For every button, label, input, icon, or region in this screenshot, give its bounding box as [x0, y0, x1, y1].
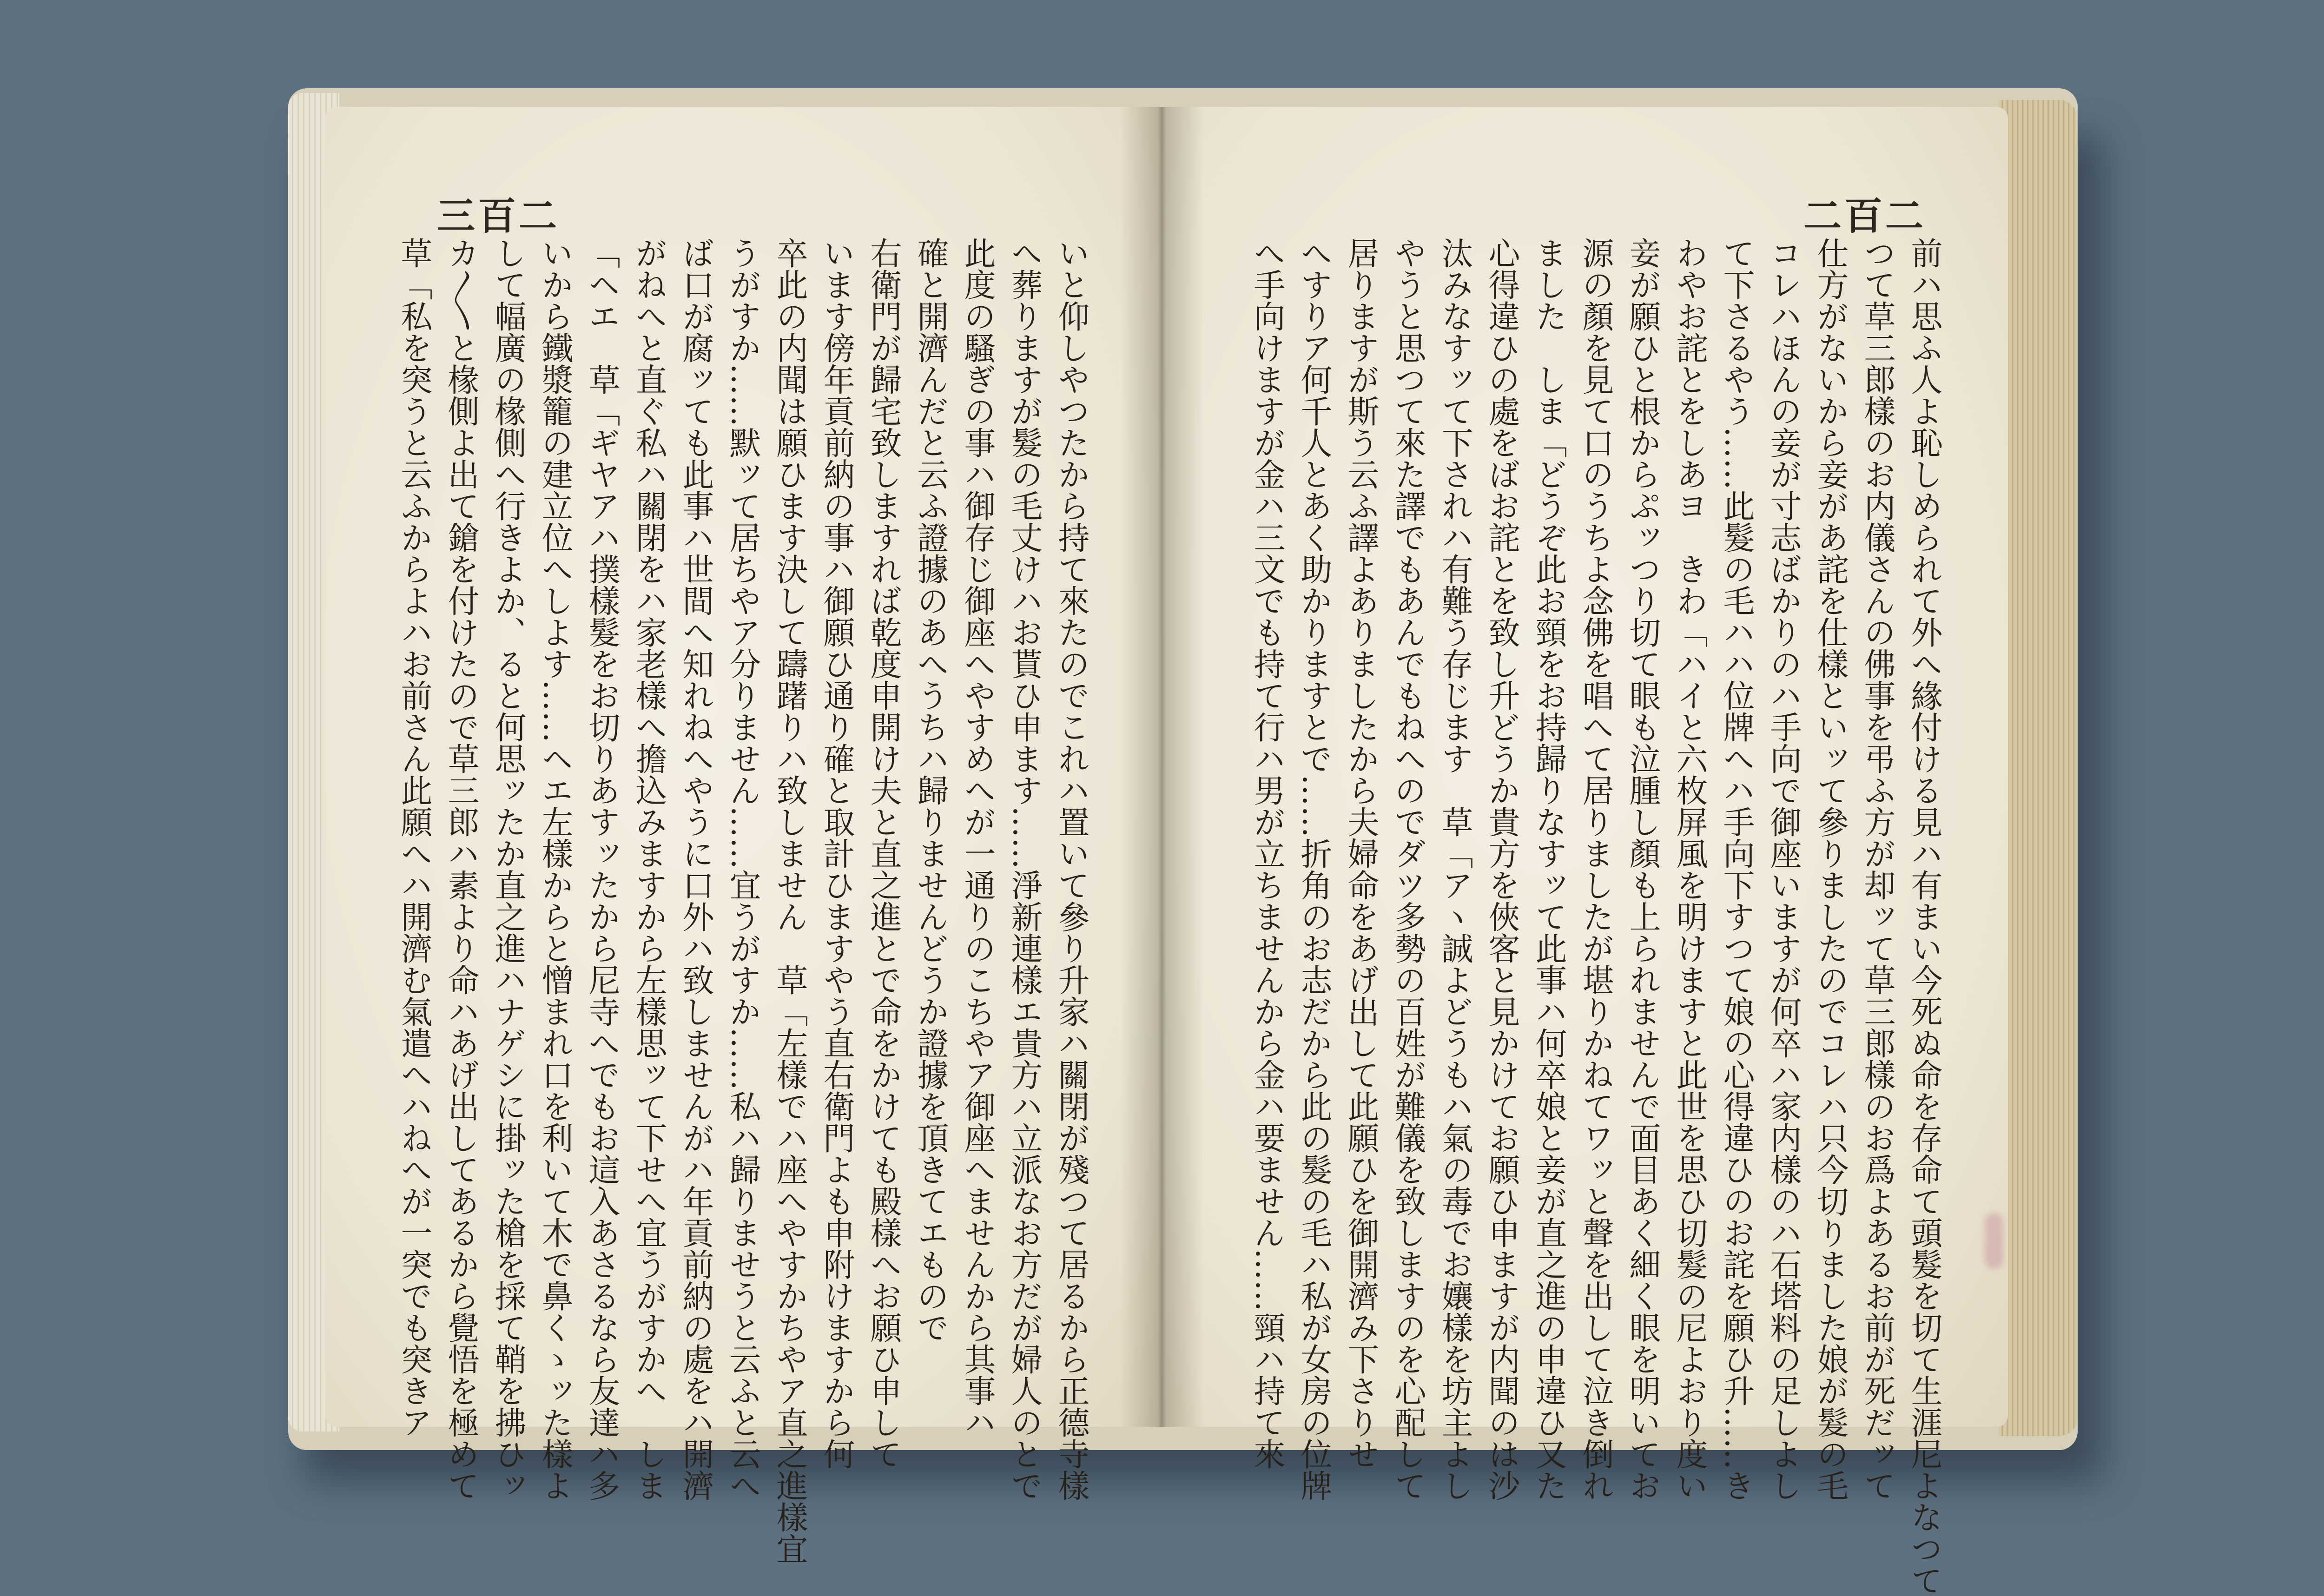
left-page-text: [396, 237, 1095, 1564]
text-line: いと仰しやつたから持て來たのでこれハ置いて參り升家ハ關閉が殘つて居るから正德寺樣: [1053, 237, 1089, 1501]
right-page-edges: [1999, 100, 2078, 1436]
text-line: 草「私を突うと云ふからよハお前さん此願へハ開濟む氣遣へハねへが一突でも突きア: [396, 237, 432, 1438]
text-line: へ手向けますが金ハ三文でも持て行ハ男が立ちませんから金ハ要ません……頸ハ持て來: [1248, 237, 1285, 1470]
text-line: て下さるやう……此髮の毛ハハ位牌へハ手向下すつて娘の心得違ひのお詫を願ひ升……き: [1718, 237, 1755, 1501]
left-page-number: 三百二: [437, 194, 560, 238]
text-line: カ〳〵と椽側よ出て鎗を付けたので草三郎ハ素より命ハあげ出してあるから覺悟を極めて: [442, 237, 479, 1501]
text-line: 妾が願ひと根からぷッつり切て眼も泣腫し顏も上られませんで面目あく細く眼を明いてお: [1624, 237, 1661, 1501]
right-page-text: [1192, 237, 1948, 1596]
text-line: ました しま「どうぞ此お頸をお持歸りなすッて此事ハ何卒娘と妾が直之進の申違ひ又た: [1530, 237, 1567, 1501]
text-line: 心得違ひの處をばお詫とを致し升どうか貴方を俠客と見かけてお願ひ申ますが内聞のは沙: [1483, 237, 1520, 1501]
text-line: コレハほんの妾が寸志ばかりのハ手向で御座いますが何卒ハ家内樣のハ石塔料の足しよし: [1765, 237, 1802, 1501]
text-line: して幅廣の椽側へ行きよか、ると何思ッたか直之進ハナゲシに掛ッた槍を採て鞘を拂ひッ: [489, 237, 526, 1501]
text-line: がねへと直ぐ私ハ關閉をハ家老樣へ擔込みますから左樣思ッて下せへ宜うがすかへ しま: [630, 237, 667, 1501]
text-line: へ葬りますが髮の毛丈けハお貰ひ申ます……淨新連樣エ貴方ハ立派なお方だが婦人のとで: [1006, 237, 1043, 1501]
text-line: 「ヘエ 草「ギヤアハ撲樣髮をお切りあすッたから尼寺へでもお這入あさるなら友達ハ多: [583, 237, 620, 1501]
text-line: 右衛門が歸宅致しますれば乾度申開け夫と直之進とで命をかけても殿樣へお願ひ申して: [865, 237, 902, 1470]
page-stain: [1985, 1213, 2003, 1269]
right-page-number: 二百二: [1803, 194, 1927, 238]
text-line: 前ハ思ふ人よ恥しめられて外へ緣付ける見ハ有まい今死ぬ命を存命て頭髮を切て生涯尼よなつて: [1906, 237, 1942, 1596]
text-line: うがすか……默ッて居ちやア分りません……宜うがすか……私ハ歸りませうと云ふと云へ: [724, 237, 761, 1501]
text-line: わやお詫とをしあヨ きわ「ハイと六枚屏風を明けますと此世を思ひ切髮の尼よおり度い: [1671, 237, 1708, 1501]
text-line: いから鐵漿籠の建立位へしよす……ヘエ左樣からと憎まれ口を利いて木で鼻くゝッた樣よ: [536, 237, 573, 1501]
text-line: 卒此の内聞は願ひます決して躊躇りハ致しません 草「左樣でハ座へやすかちやア直之進樣宜: [771, 237, 808, 1564]
text-line: 此度の騷ぎの事ハ御存じ御座へやすめへが一通りのこちやア御座へませんから其事ハ: [959, 237, 996, 1438]
text-line: 確と開濟んだと云ふ證據のあへうちハ歸りませんどうか證據を頂きてエもので: [912, 237, 949, 1343]
text-line: 汰みなすッて下されハ有難う存じます 草「アヽ誠よどうもハ氣の毒でお孃樣を坊主よし: [1436, 237, 1473, 1501]
text-line: います傍年貢前納の事ハ御願ひ通り確と取計ひますやう直右衛門よも申附けますから何: [818, 237, 855, 1470]
text-line: つて草三郎樣のお内儀さんの佛事を弔ふ方が却ッて草三郎樣のお爲よあるお前が死だッて: [1859, 237, 1895, 1501]
text-line: やうと思つて來た譯でもあんでもねへのでダツ多勢の百姓が難儀を致しますのを心配して: [1389, 237, 1426, 1501]
book-gutter: [1120, 107, 1204, 1427]
text-line: 源の顏を見て口のうちよ念佛を唱へて居りましたが堪りかねてワッと聲を出して泣き倒れ: [1577, 237, 1614, 1501]
text-line: 居りますが斯う云ふ譯よありましたから夫婦命をあげ出して此願ひを御開濟み下さりせ: [1342, 237, 1379, 1470]
text-line: 仕方がないから妾があ詫を仕樣といッて參りましたのでコレハ只今切りました娘が髮の毛: [1812, 237, 1849, 1501]
text-line: へすりア何千人とあく助かりますとで……折角のお志だから此の髮の毛ハ私が女房の位牌: [1295, 237, 1332, 1501]
text-line: ば口が腐ッても此事ハ世間へ知れねへやうに口外ハ致しませんがハ年貢前納の處をハ開濟: [677, 237, 714, 1501]
